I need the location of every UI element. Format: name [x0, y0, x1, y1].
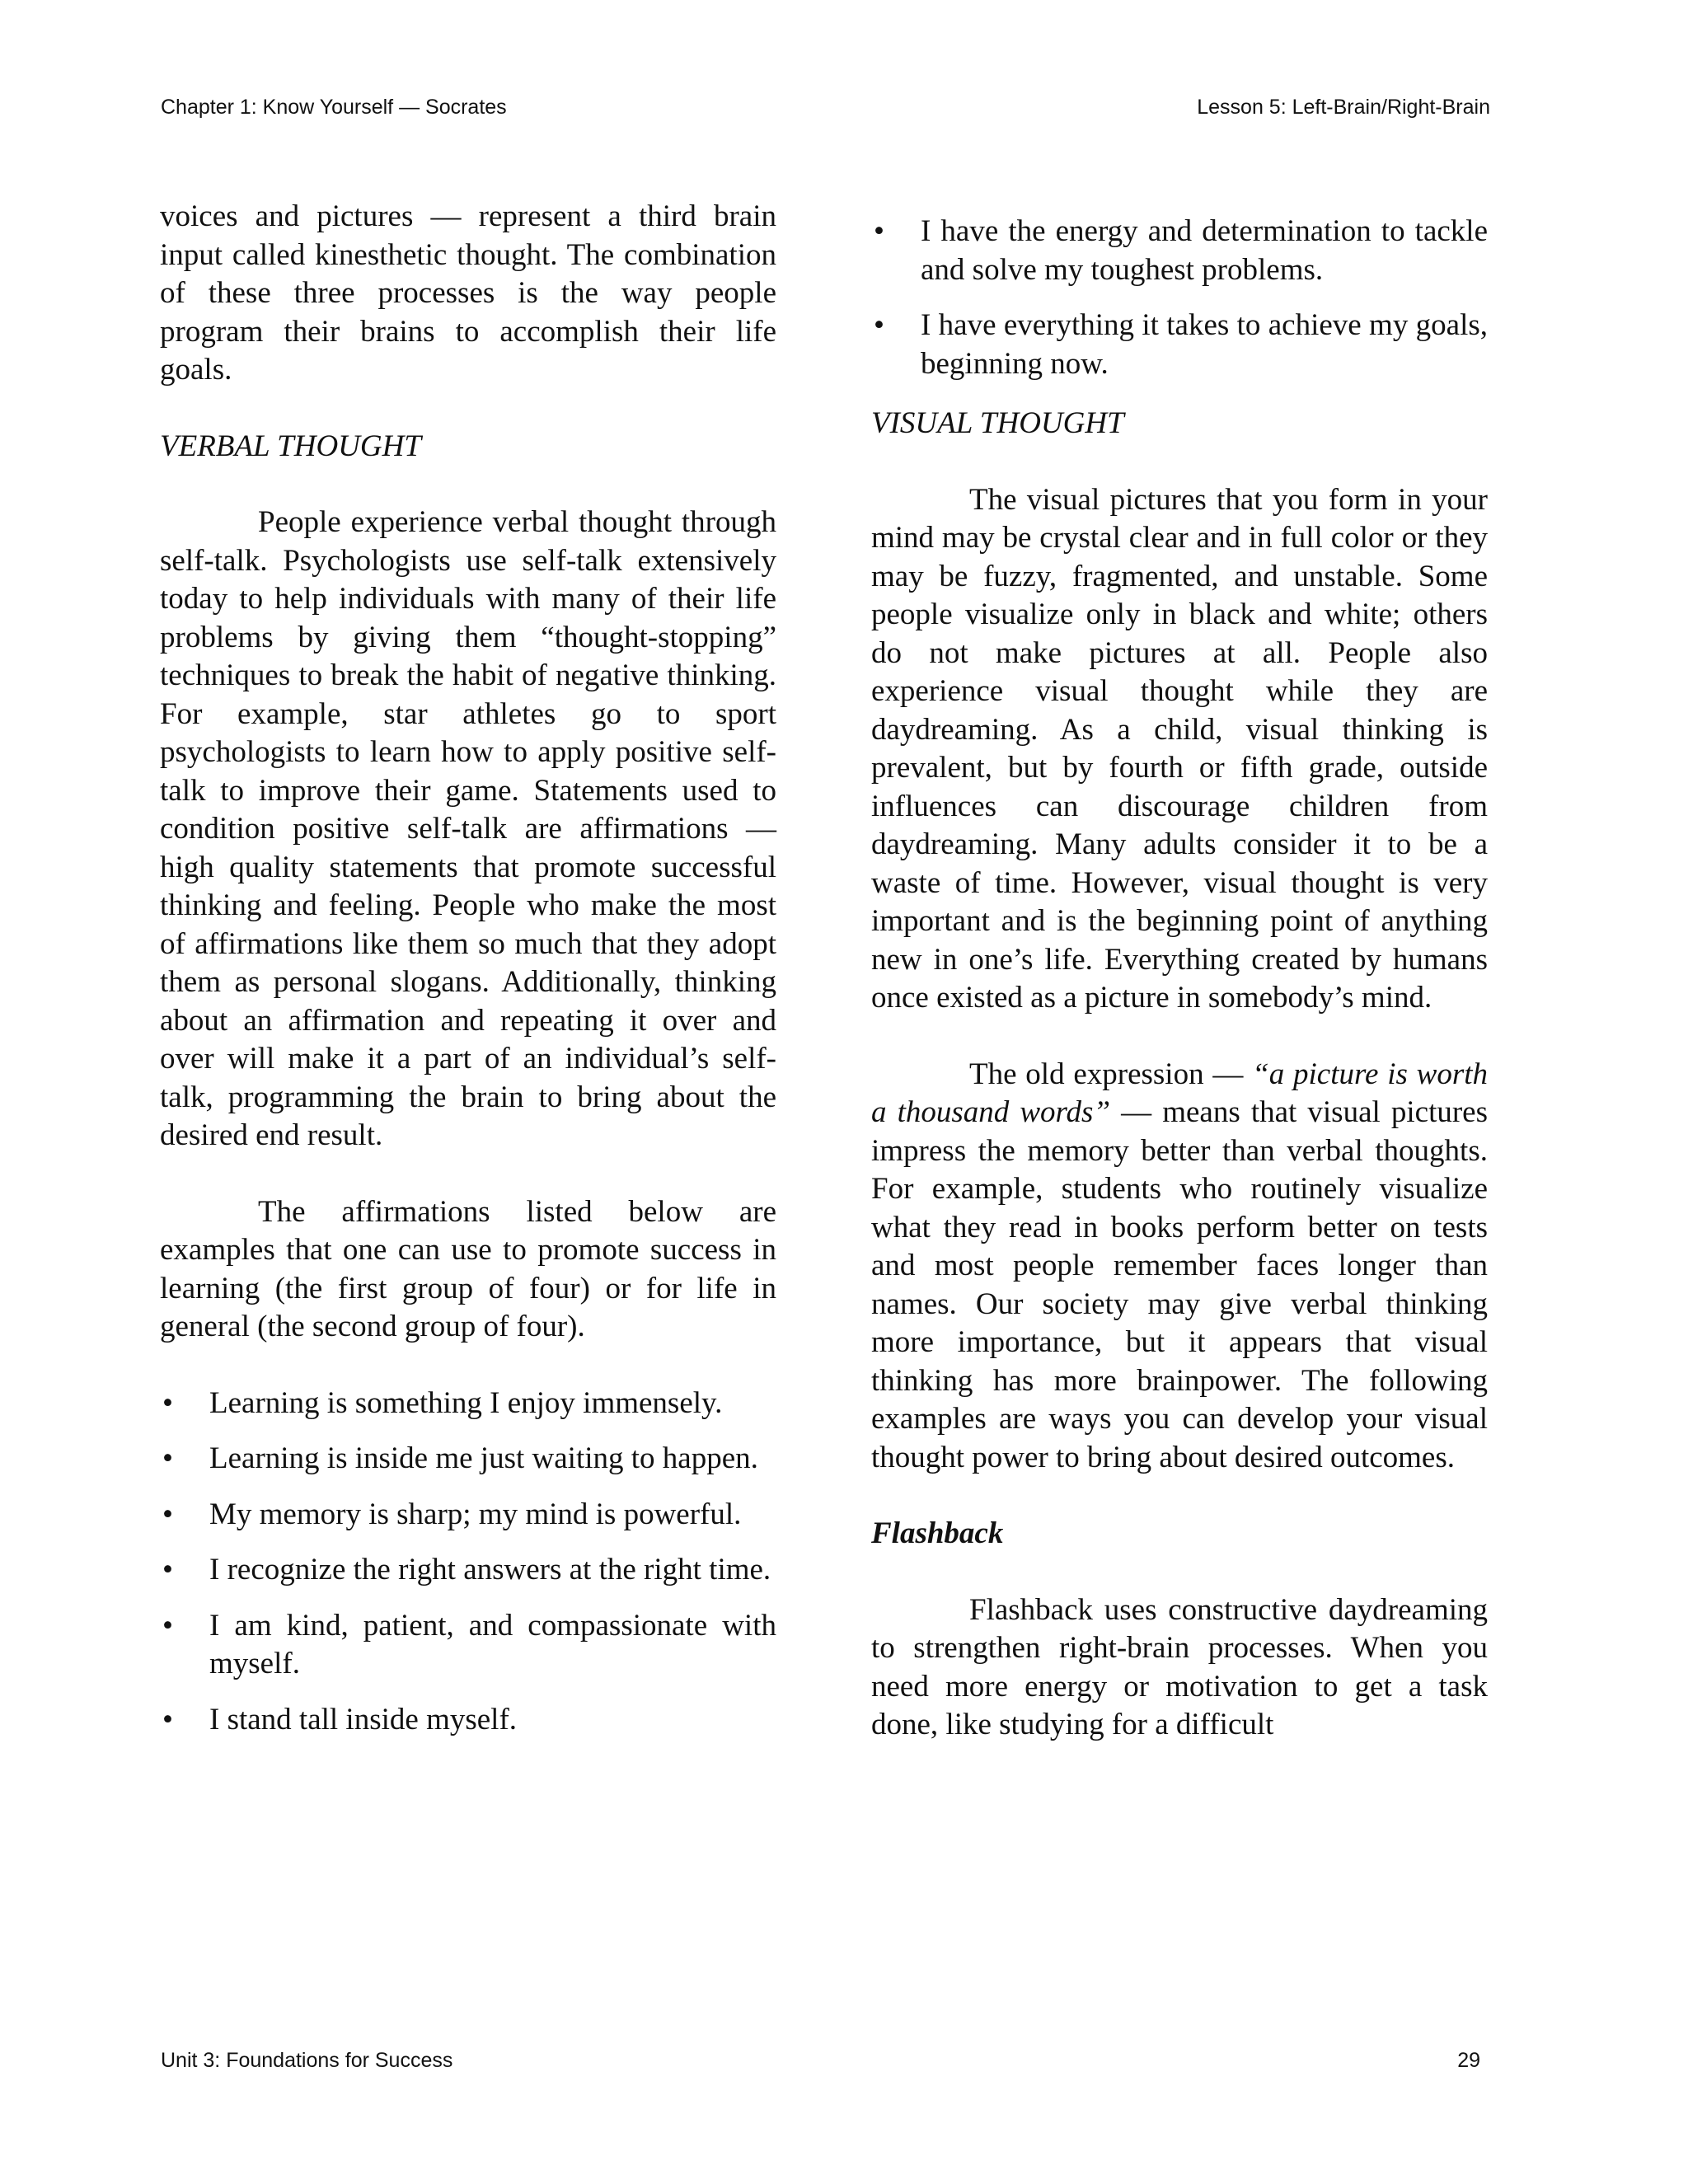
list-item: [871, 307, 1488, 383]
affirmation-list-left: [160, 1385, 776, 1740]
right-column: [871, 213, 1488, 1745]
list-item-text: Learning is something I enjoy immensely.: [209, 1385, 723, 1420]
verbal-thought-heading: VERBAL THOUGHT: [160, 429, 421, 463]
list-item: [160, 1701, 776, 1740]
bullet-icon: •: [162, 1702, 173, 1736]
flashback-heading: Flashback: [871, 1516, 1004, 1550]
bullet-icon: •: [162, 1608, 173, 1643]
visual-thought-paragraph-1: The visual pictures that you form in your mind may be crystal clear and in full color or they may be fuzzy, fragmented, and unstable. Some people visualize only in black and white; others do not make pictures at all. People also experience visual thought while they are daydreaming. As a child, visual thinking is prevalent, but by fourth or fifth grade, outside influences can discourage children from daydreaming. Many adults consider it to be a waste of time. However, visual thought is very important and is the beginning point of anything new in one’s life. Everything created by humans once existed as a picture in somebody’s mind.: [871, 482, 1488, 1015]
left-column: [160, 198, 776, 1756]
list-item: [160, 1551, 776, 1590]
visual-thought-paragraph-2: [871, 1056, 1488, 1478]
list-item-text: My memory is sharp; my mind is powerful.: [209, 1497, 742, 1531]
bullet-icon: •: [874, 308, 884, 342]
bullet-icon: •: [874, 214, 884, 248]
list-item-text: I am kind, patient, and compassionate with myself.: [209, 1608, 776, 1680]
list-item: [160, 1607, 776, 1684]
page-number: 29: [1457, 2049, 1480, 2072]
verbal-thought-paragraph-1: People experience verbal thought through self-talk. Psychologists use self-talk extensively today to help individuals with many of their life problems by giving them “thought-stopping” techniques to break the habit of negative thinking. For example, star athletes go to sport psychologists to learn how to apply positive self-talk to improve their game. Statements used to condition positive self-talk are affirmations — high quality statements that promote successful thinking and feeling. People who make the most of affirmations like them so much that they adopt them as personal slogans. Additionally, thinking about an affirmation and repeating it over and over will make it a part of an individual’s self-talk, programming the brain to bring about the desired end result.: [160, 505, 776, 1152]
list-item: [871, 213, 1488, 289]
running-header-lesson: Lesson 5: Left-Brain/Right-Brain: [1197, 96, 1490, 119]
verbal-thought-paragraph-2: The affirmations listed below are examples that one can use to promote success in learning (the first group of four) or for life in general (the second group of four).: [160, 1194, 776, 1343]
list-item-text: I have everything it takes to achieve my goals, beginning now.: [921, 308, 1488, 381]
running-header-chapter: Chapter 1: Know Yourself — Socrates: [161, 96, 507, 119]
bullet-icon: •: [162, 1441, 173, 1475]
footer-unit: Unit 3: Foundations for Success: [161, 2049, 453, 2072]
affirmation-list-right: [871, 213, 1488, 383]
flashback-paragraph: Flashback uses constructive daydreaming to strengthen right-brain processes. When you need more energy or motivation to get a task done, like studying for a difficult: [871, 1592, 1488, 1741]
list-item-text: Learning is inside me just waiting to happen.: [209, 1441, 758, 1475]
bullet-icon: •: [162, 1497, 173, 1531]
list-item: [160, 1496, 776, 1535]
expression-quote: “a picture is worth a thousand words”: [871, 1057, 1489, 1129]
bullet-icon: •: [162, 1385, 173, 1420]
list-item-text: I recognize the right answers at the right time.: [209, 1553, 771, 1586]
list-item-text: I stand tall inside myself.: [209, 1702, 518, 1736]
list-item: [160, 1385, 776, 1423]
list-item-text: I have the energy and determination to tackle and solve my toughest problems.: [921, 214, 1488, 287]
expression-explanation: — means that visual pictures impress the memory better than verbal thoughts. For example, students who routinely visualize what they read in books perform better on tests and most people remember faces longer than names. Our society may give verbal thinking more importance, but it appears that visual thinking has more brainpower. The following examples are ways you can develop your visual thought power to bring about desired outcomes.: [871, 1095, 1488, 1474]
bullet-icon: •: [162, 1553, 173, 1586]
visual-thought-heading: VISUAL THOUGHT: [871, 406, 1124, 440]
intro-paragraph: voices and pictures — represent a third brain input called kinesthetic thought. The combination of these three processes is the way people program their brains to accomplish their life goals.: [160, 199, 776, 387]
list-item: [160, 1440, 776, 1479]
expression-intro: The old expression —: [969, 1057, 1253, 1091]
